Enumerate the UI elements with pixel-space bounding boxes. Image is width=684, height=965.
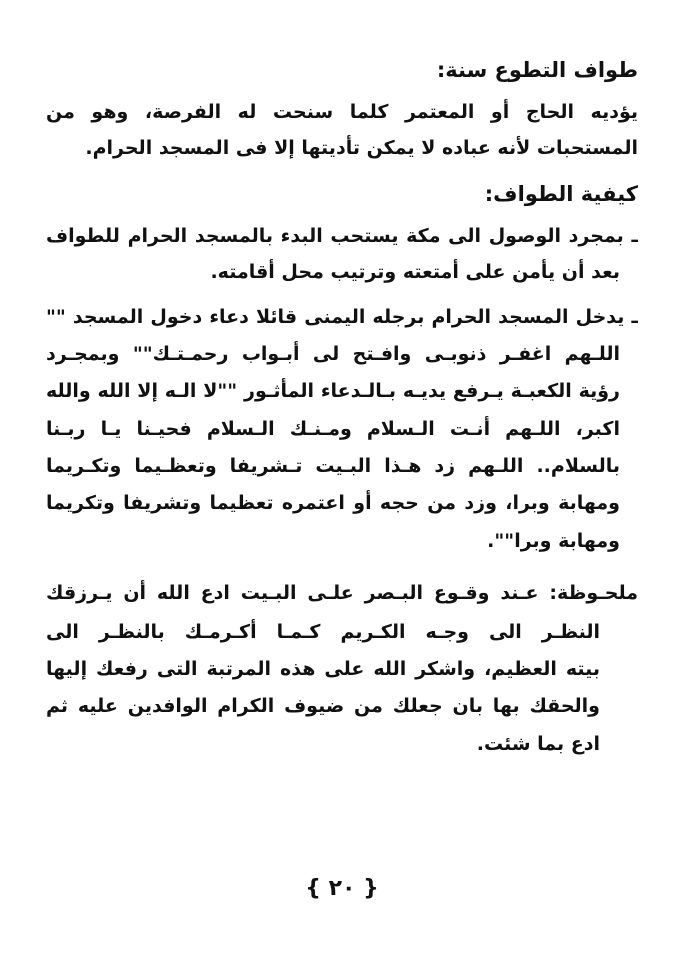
list-item-line: ـ يدخل المسجد الحرام برجله اليمنى قائلا دعاء دخول المسجد "" — [46, 306, 638, 328]
list-item-line: ـ بمجرد الوصول الى مكة يستحب البدء بالمسجد الحرام للطواف — [46, 225, 638, 247]
section-heading-tawaf-method: كيفية الطواف: — [484, 182, 638, 206]
list-item-line: ومهابة وبرا، وزد من حجه أو اعتمره تعظيما وتشريفا وتكريما — [46, 492, 620, 514]
paragraph-line: يؤديه الحاج أو المعتمر كلما سنحت له الفرصة، وهو من — [46, 101, 638, 123]
note-line: والحقك بها بان جعلك من ضيوف الكرام الوافدين عليه ثم — [46, 695, 600, 717]
note-line: بيته العظيم، واشكر الله على هذه المرتبة التى رفعك إليها — [46, 658, 600, 680]
section-heading-voluntary-tawaf: طواف التطوع سنة: — [436, 58, 638, 82]
list-item-line: رؤية الكعبـة يـرفع يديـه بـالـدعاء المأثـور ""لا الـه إلا الله والله — [46, 380, 620, 402]
note-line: ملحـوظة: عـند وقـوع البـصر علـى البـيت ادع الله أن يـرزقك — [46, 582, 638, 604]
note-line: النظـر الى وجـه الكـريم كـمـا أكـرمـك بالنظـر الى — [46, 621, 600, 643]
list-item-line: بالسلام.. اللـهم زد هـذا البـيت تـشريفا وتعظـيما وتكـريما — [46, 455, 620, 477]
page-number: { ٢٠ } — [305, 876, 379, 901]
list-item-line: اللـهم اغفـر ذنوبـى وافـتح لى أبـواب رحمـتـك"" وبمجـرد — [46, 343, 620, 365]
list-item-line: بعد أن يأمن على أمتعته وترتيب محل أقامته. — [210, 261, 620, 283]
list-item-line: اكبر، اللـهم أنـت الـسلام ومـنـك الـسلام فحيـنا يـا ربـنا — [46, 418, 620, 440]
list-item-line: ومهابة وبرا"". — [487, 530, 620, 552]
note-line: ادع بما شئت. — [476, 733, 600, 755]
paragraph-line: المستحبات لأنه عباده لا يمكن تأديتها إلا فى المسجد الحرام. — [85, 137, 638, 159]
